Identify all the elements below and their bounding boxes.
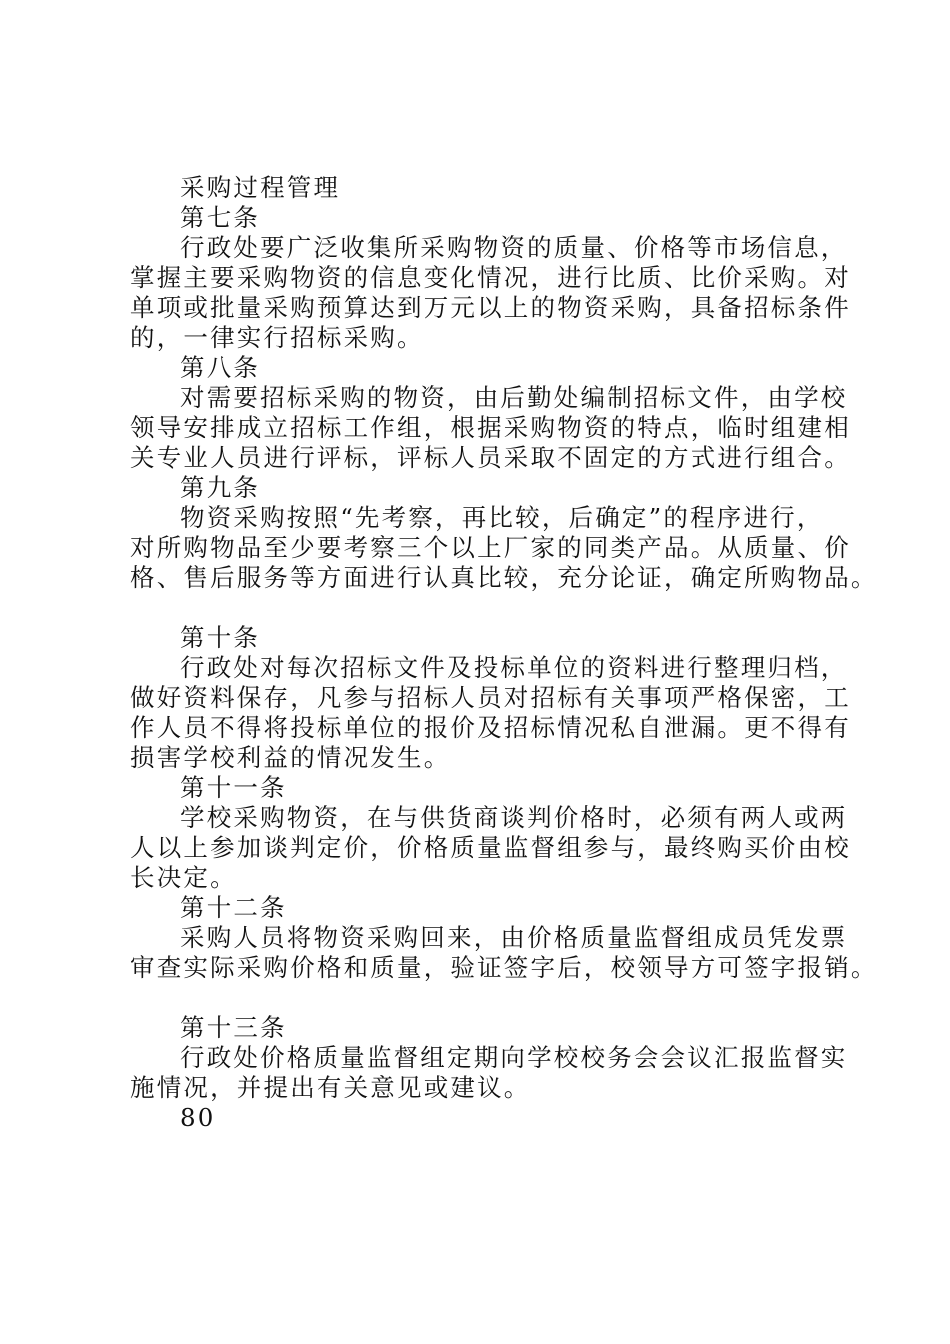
document-page [130, 173, 878, 1133]
article-heading-11: 第十一条 [180, 773, 287, 802]
article-heading-10: 第十条 [180, 623, 261, 652]
article-10-line-2: 做好资料保存，凡参与招标人员对招标有关事项严格保密，工 [130, 683, 851, 712]
article-heading-8: 第八条 [180, 353, 261, 382]
article-11-line-1: 学校采购物资，在与供货商谈判价格时，必须有两人或两 [180, 803, 848, 832]
article-7-line-4: 的，一律实行招标采购。 [130, 323, 424, 352]
paragraph-gap [130, 983, 840, 1013]
article-11-line-2: 人以上参加谈判定价，价格质量监督组参与，最终购买价由校 [130, 833, 851, 862]
article-13-line-1: 行政处价格质量监督组定期向学校校务会会议汇报监督实 [180, 1043, 848, 1072]
article-8-line-3: 关专业人员进行评标，评标人员采取不固定的方式进行组合。 [130, 443, 851, 472]
article-8-line-2: 领导安排成立招标工作组，根据采购物资的特点，临时组建相 [130, 413, 851, 442]
page-number: 80 [180, 1103, 216, 1132]
article-13-line-2: 施情况，并提出有关意见或建议。 [130, 1073, 531, 1102]
article-10-line-3: 作人员不得将投标单位的报价及招标情况私自泄漏。更不得有 [130, 713, 851, 742]
article-10-line-4: 损害学校利益的情况发生。 [130, 743, 451, 772]
article-7-line-2: 掌握主要采购物资的信息变化情况，进行比质、比价采购。对 [130, 263, 851, 292]
article-heading-9: 第九条 [180, 473, 261, 502]
article-10-line-1: 行政处对每次招标文件及投标单位的资料进行整理归档， [180, 653, 848, 682]
article-8-line-1: 对需要招标采购的物资，由后勤处编制招标文件，由学校 [180, 383, 848, 412]
article-7-line-3: 单项或批量采购预算达到万元以上的物资采购，具备招标条件 [130, 293, 851, 322]
article-12-line-1: 采购人员将物资采购回来，由价格质量监督组成员凭发票 [180, 923, 848, 952]
article-heading-12: 第十二条 [180, 893, 287, 922]
article-heading-7: 第七条 [180, 203, 261, 232]
section-title: 采购过程管理 [180, 173, 341, 202]
article-7-line-1: 行政处要广泛收集所采购物资的质量、价格等市场信息， [180, 233, 848, 262]
article-12-line-2: 审查实际采购价格和质量，验证签字后，校领导方可签字报销。 [130, 953, 878, 982]
paragraph-gap [130, 593, 840, 623]
article-9-line-1: 物资采购按照“先考察，再比较，后确定”的程序进行， [180, 503, 824, 532]
article-11-line-3: 长决定。 [130, 863, 237, 892]
article-9-line-2: 对所购物品至少要考察三个以上厂家的同类产品。从质量、价 [130, 533, 851, 562]
article-9-line-3: 格、售后服务等方面进行认真比较，充分论证，确定所购物品。 [130, 563, 878, 592]
article-heading-13: 第十三条 [180, 1013, 287, 1042]
